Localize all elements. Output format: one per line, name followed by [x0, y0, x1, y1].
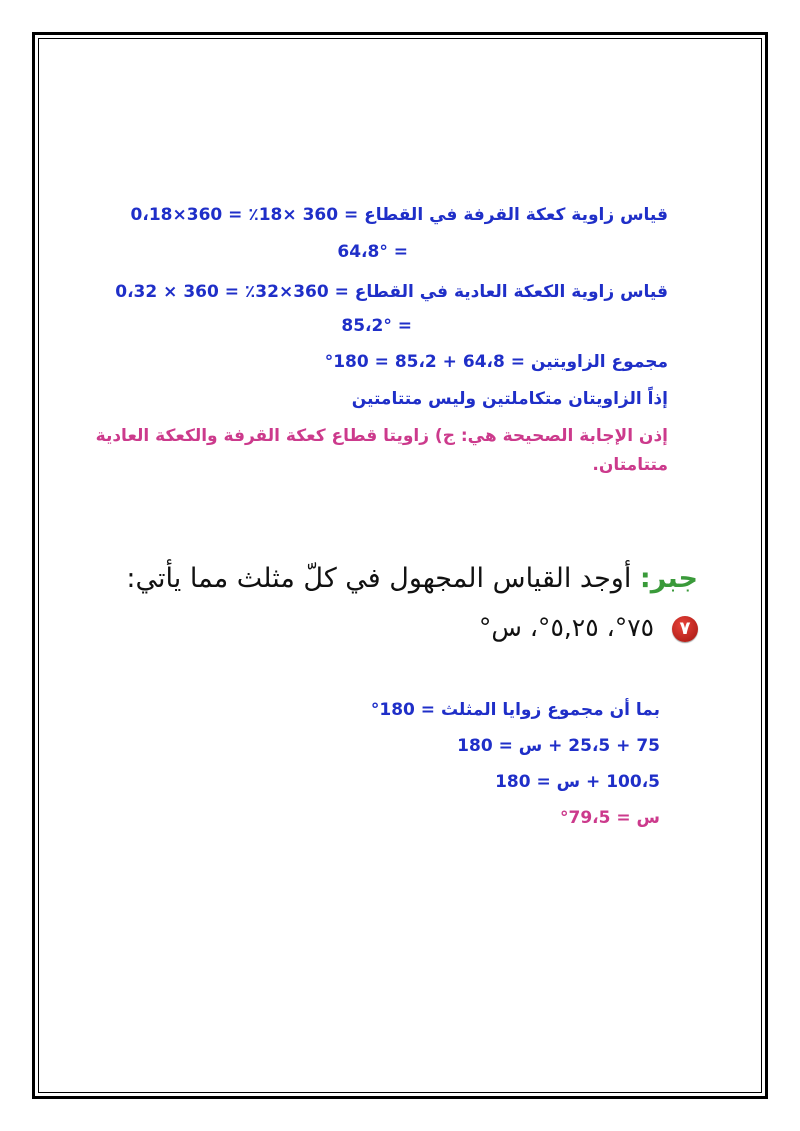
- angle-sum-line: مجموع الزاويتين = 64،8 + 85،2 = 180°: [324, 352, 668, 372]
- section-instruction: أوجد القياس المجهول في كلّ مثلث مما يأتي:: [126, 563, 632, 594]
- problem-7: [479, 613, 698, 642]
- section-keyword: جبر:: [639, 563, 698, 594]
- problem-number-badge: ٧: [672, 616, 698, 642]
- answer-line-2: متتامتان.: [592, 455, 668, 475]
- problem-text: ٧٥°، ٥,٢٥°، س°: [478, 613, 655, 642]
- answer-line-1: إذن الإجابة الصحيحة هي: ج) زاويتا قطاع كعكة القرفة والكعكة العادية: [95, 426, 668, 446]
- equation-line-2: 100،5 + س = 180: [495, 772, 660, 792]
- regular-angle-result: = 85،2°: [341, 316, 412, 336]
- regular-angle-line: قياس زاوية الكعكة العادية في القطاع = 360×32٪ = 360 × 0،32: [115, 282, 668, 302]
- cinnamon-angle-result: = 64،8°: [337, 242, 408, 262]
- section-heading: [126, 563, 698, 594]
- conclusion-line: إذاً الزاويتان متكاملتين وليس متتامتين: [351, 389, 668, 409]
- final-answer-line: س = 79،5°: [560, 808, 660, 828]
- equation-line-1: 75 + 25،5 + س = 180: [457, 736, 660, 756]
- triangle-sum-line: بما أن مجموع زوايا المثلث = 180°: [370, 700, 660, 720]
- cinnamon-angle-line: قياس زاوية كعكة القرفة في القطاع = 360 ×18٪ = 360×0،18: [130, 205, 668, 225]
